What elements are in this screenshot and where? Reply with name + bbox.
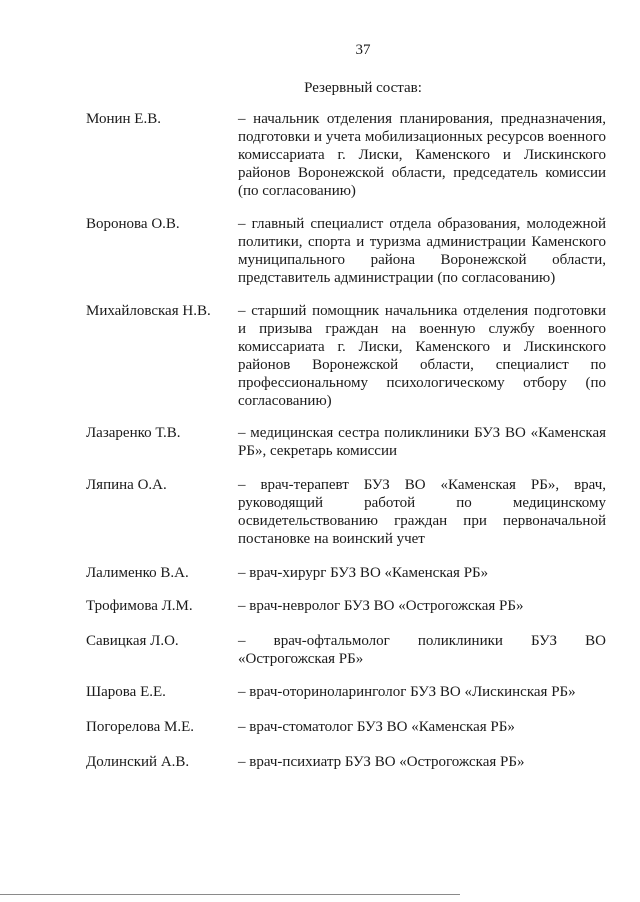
member-role: – врач-хирург БУЗ ВО «Каменская РБ» <box>238 565 489 581</box>
member-role: – главный специалист отдела образования, молодежной политики, спорта и туризма администрации Каменского муниципального района Воронежской области, представитель администрации (по согласованию) <box>238 216 606 286</box>
member-name: Шарова Е.Е. <box>86 684 166 700</box>
member-name: Воронова О.В. <box>86 216 180 232</box>
page-number: 37 <box>355 42 371 58</box>
section-title: Резервный состав: <box>304 80 422 96</box>
member-name: Погорелова М.Е. <box>86 719 195 735</box>
member-name: Савицкая Л.О. <box>86 633 179 649</box>
member-name: Лазаренко Т.В. <box>86 425 181 441</box>
member-name: Лалименко В.А. <box>86 565 189 581</box>
member-name: Трофимова Л.М. <box>86 598 193 614</box>
member-role: – врач-терапевт БУЗ ВО «Каменская РБ», врач, руководящий работой по медицинскому освидетельствованию граждан при первоначальной постановке на воинский учет <box>238 477 606 547</box>
member-name: Монин Е.В. <box>86 111 161 127</box>
member-role: – врач-невролог БУЗ ВО «Острогожская РБ» <box>238 598 524 614</box>
member-role: – медицинская сестра поликлиники БУЗ ВО «Каменская РБ», секретарь комиссии <box>238 425 606 459</box>
member-role: – начальник отделения планирования, предназначения, подготовки и учета мобилизационных ресурсов военного комиссариата г. Лиски, Каменского и Лискинского районов Воронежской области, председатель комиссии (по согласованию) <box>238 111 606 199</box>
member-role: – врач-психиатр БУЗ ВО «Острогожская РБ» <box>238 754 525 770</box>
member-role: – врач-оториноларинголог БУЗ ВО «Лискинская РБ» <box>238 684 576 700</box>
member-role: – врач-стоматолог БУЗ ВО «Каменская РБ» <box>238 719 515 735</box>
footer-divider <box>0 894 460 895</box>
member-name: Долинский А.В. <box>86 754 190 770</box>
member-name: Ляпина О.А. <box>86 477 167 493</box>
member-role: – старший помощник начальника отделения подготовки и призыва граждан на военную службу военного комиссариата г. Лиски, Каменского и Лискинского районов Воронежской области, специалист по профессиональному психологическому отбору (по согласованию) <box>238 303 606 409</box>
member-name: Михайловская Н.В. <box>86 303 211 319</box>
member-role: – врач-офтальмолог поликлиники БУЗ ВО «Острогожская РБ» <box>238 633 606 667</box>
